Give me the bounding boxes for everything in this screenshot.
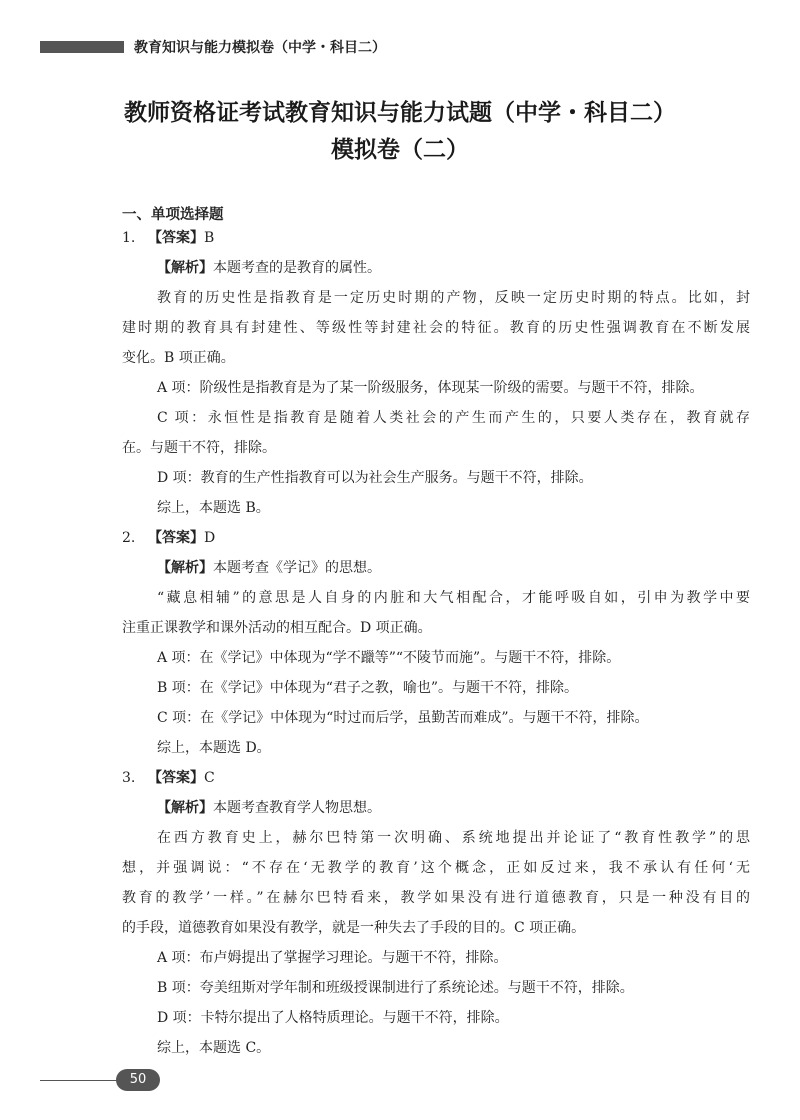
section-heading: 一、单项选择题: [122, 207, 224, 223]
q1-analysis-line: [122, 253, 750, 283]
q2-analysis-line: [122, 553, 750, 583]
page-number: 50: [116, 1069, 160, 1091]
answer-tag: 【答案】: [148, 230, 204, 246]
q1-summary: 综上，本题选 B。: [157, 500, 270, 516]
q2-answer-line: [122, 523, 750, 553]
q2-summary: 综上，本题选 D。: [157, 740, 271, 756]
q2-number: 2.: [122, 530, 136, 546]
q3-paragraph: 教育的教学’一样。”在赫尔巴特看来，教学如果没有进行道德教育，只是一种没有目的: [122, 890, 750, 906]
q1-analysis: 本题考查的是教育的属性。: [213, 260, 381, 276]
q3-number: 3.: [122, 770, 136, 786]
page-subtitle: 模拟卷（二）: [331, 137, 469, 163]
q3-summary: 综上，本题选 C。: [157, 1040, 271, 1056]
q3-analysis: 本题考查教育学人物思想。: [213, 800, 381, 816]
analysis-tag: 【解析】: [157, 800, 213, 816]
page-title: 教师资格证考试教育知识与能力试题（中学・科目二）: [124, 100, 676, 126]
q1-paragraph: 变化。B 项正确。: [122, 350, 235, 366]
q1-paragraph: 教育的历史性是指教育是一定历史时期的产物，反映一定历史时期的特点。比如，封: [157, 290, 750, 306]
q2-option-c: C 项：在《学记》中体现为“时过而后学，虽勤苦而难成”。与题干不符，排除。: [157, 710, 649, 726]
q2-option-a: A 项：在《学记》中体现为“学不躐等”“不陵节而施”。与题干不符，排除。: [157, 650, 621, 666]
q3-option-b: B 项：夸美纽斯对学年制和班级授课制进行了系统论述。与题干不符，排除。: [157, 980, 634, 996]
q3-paragraph: 想，并强调说：“不存在‘无教学的教育’这个概念，正如反过来，我不承认有任何‘无: [122, 860, 750, 876]
answer-tag: 【答案】: [148, 530, 204, 546]
answer-tag: 【答案】: [148, 770, 204, 786]
q1-option-c: C 项：永恒性是指教育是随着人类社会的产生而产生的，只要人类存在，教育就存: [157, 410, 750, 426]
q3-analysis-line: [122, 793, 750, 823]
q2-paragraph: “藏息相辅”的意思是人自身的内脏和大气相配合，才能呼吸自如，引申为教学中要: [157, 590, 750, 606]
q1-paragraph: 建时期的教育具有封建性、等级性等封建社会的特征。教育的历史性强调教育在不断发展: [122, 320, 750, 336]
q2-paragraph: 注重正课教学和课外活动的相互配合。D 项正确。: [122, 620, 432, 636]
q3-option-a: A 项：布卢姆提出了掌握学习理论。与题干不符，排除。: [157, 950, 508, 966]
analysis-tag: 【解析】: [157, 260, 213, 276]
q3-paragraph: 的手段，道德教育如果没有教学，就是一种失去了手段的目的。C 项正确。: [122, 920, 586, 936]
q2-answer: D: [204, 530, 216, 546]
q1-option-c: 在。与题干不符，排除。: [122, 440, 276, 456]
q1-number: 1.: [122, 230, 136, 246]
q1-option-d: D 项：教育的生产性指教育可以为社会生产服务。与题干不符，排除。: [157, 470, 593, 486]
footer-rule: [40, 1080, 122, 1081]
header-decor-bar: [40, 41, 124, 53]
q3-paragraph: 在西方教育史上，赫尔巴特第一次明确、系统地提出并论证了“教育性教学”的思: [157, 830, 750, 846]
q1-answer-line: [122, 223, 750, 253]
answer-content: [122, 223, 750, 1063]
q3-answer-line: [122, 763, 750, 793]
q1-answer: B: [204, 230, 215, 246]
q3-option-d: D 项：卡特尔提出了人格特质理论。与题干不符，排除。: [157, 1010, 509, 1026]
running-header: 教育知识与能力模拟卷（中学・科目二）: [134, 40, 386, 56]
q3-answer: C: [204, 770, 215, 786]
q2-analysis: 本题考查《学记》的思想。: [213, 560, 381, 576]
q2-option-b: B 项：在《学记》中体现为“君子之教，喻也”。与题干不符，排除。: [157, 680, 579, 696]
analysis-tag: 【解析】: [157, 560, 213, 576]
q1-option-a: A 项：阶级性是指教育是为了某一阶级服务，体现某一阶级的需要。与题干不符，排除。: [157, 380, 704, 396]
